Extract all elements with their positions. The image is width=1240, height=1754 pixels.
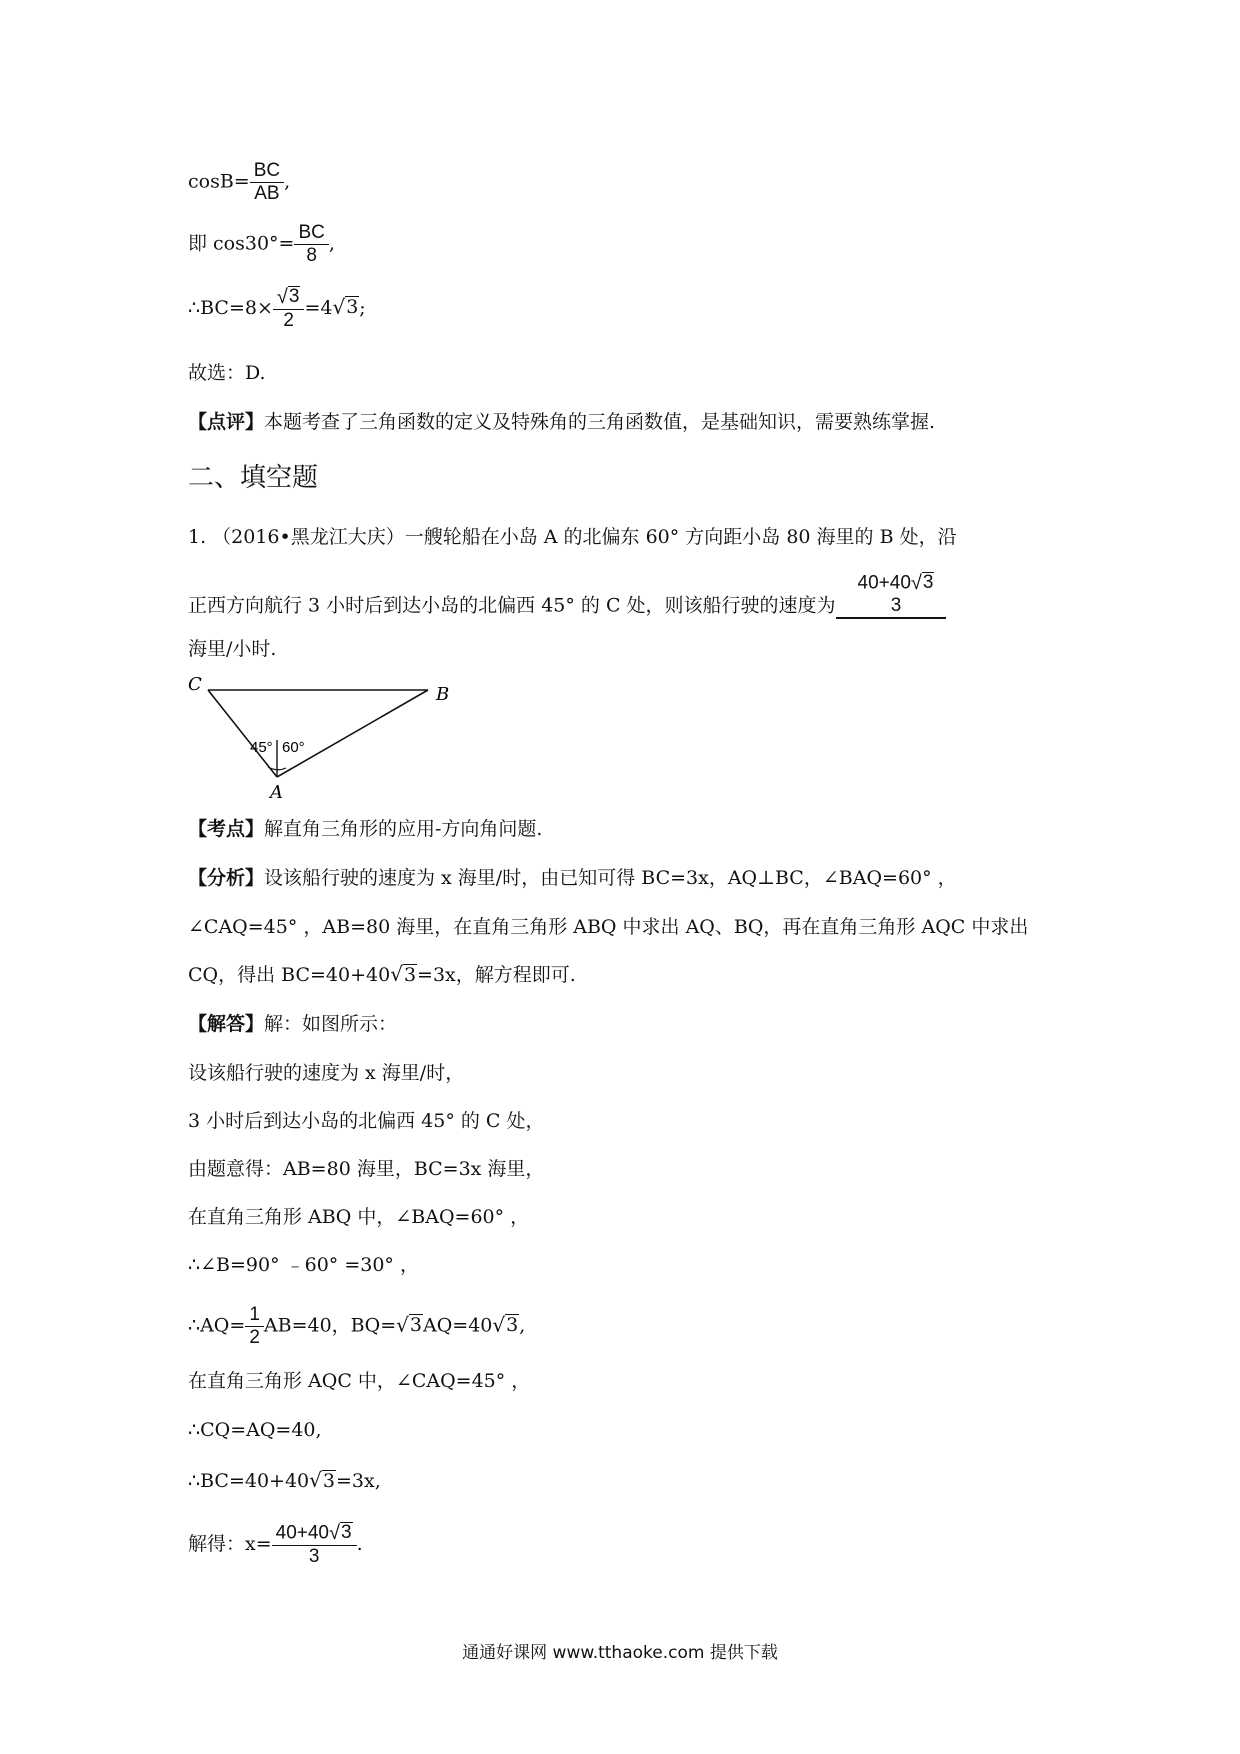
sqrt-radical: √ 3 xyxy=(910,571,934,594)
frac-denominator: 8 xyxy=(294,244,328,267)
step-text: AQ=40 xyxy=(422,1314,493,1337)
frac-numerator xyxy=(275,286,303,309)
numerator-text: 40+40 xyxy=(857,572,911,594)
cosB-lhs: cosB= xyxy=(188,170,250,193)
solution-step: 3 小时后到达小岛的北偏西 45° 的 C 处， xyxy=(188,1110,545,1132)
sqrt-radical: √ 3 xyxy=(329,1521,352,1544)
fenxi-text-1: 设该船行驶的速度为 x 海里/时，由已知可得 BC=3x，AQ⊥BC，∠BAQ=60° ， xyxy=(264,867,957,889)
frac-denominator: 2 xyxy=(245,1326,264,1349)
cos30-formula xyxy=(188,222,335,267)
frac-numerator: BC xyxy=(253,160,281,181)
answer-choice: 故选：D. xyxy=(188,362,266,384)
frac-denominator: 3 xyxy=(890,594,902,616)
bc-tail: ; xyxy=(359,296,366,319)
radicand: 3 xyxy=(322,1469,335,1492)
review-tag: 【点评】 xyxy=(188,411,265,433)
result-fraction xyxy=(274,1522,355,1568)
label-b: B xyxy=(436,684,450,705)
side-ca xyxy=(208,690,277,777)
kaodian-tag: 【考点】 xyxy=(188,818,265,840)
problem-line-2-text: 正西方向航行 3 小时后到达小岛的北偏西 45° 的 C 处，则该船行驶的速度为 xyxy=(188,594,836,617)
solution-step: 由题意得：AB=80 海里，BC=3x 海里， xyxy=(188,1158,545,1180)
fenxi-tag: 【分析】 xyxy=(188,867,265,889)
frac-denominator: 2 xyxy=(273,309,305,332)
fenxi-line-2: ∠CAQ=45° ，AB=80 海里，在直角三角形 ABQ 中求出 AQ、BQ，再在直角三角形 AQC 中求出 xyxy=(188,916,1029,938)
radicand: 3 xyxy=(506,1314,519,1336)
step-text: 解得：x= xyxy=(188,1532,272,1555)
radicand: 3 xyxy=(288,286,300,307)
frac-numerator xyxy=(274,1522,355,1545)
solution-step: ∴CQ=AQ=40, xyxy=(188,1419,322,1441)
sqrt-radical: √ 3 xyxy=(390,962,417,986)
label-c: C xyxy=(188,674,202,695)
fraction-bc-ab xyxy=(252,160,282,205)
sqrt-radical: √ 3 xyxy=(276,285,300,308)
bc-lhs: ∴BC=8× xyxy=(188,296,273,319)
jieda-text: 解：如图所示： xyxy=(264,1013,398,1035)
fenxi-line-1 xyxy=(188,865,957,891)
solution-step: 在直角三角形 AQC 中，∠CAQ=45° ， xyxy=(188,1370,531,1392)
radicand: 3 xyxy=(409,1314,422,1336)
problem-line-3: 海里/小时. xyxy=(188,638,277,660)
jieda-tag: 【解答】 xyxy=(188,1013,265,1035)
sqrt-radical: √ 3 xyxy=(396,1312,422,1337)
cos30-tail: , xyxy=(328,232,335,255)
sqrt-radical: √ 3 xyxy=(332,294,359,319)
jieda-line xyxy=(188,1011,397,1037)
step-text: , xyxy=(519,1314,526,1337)
step-text: ∴AQ= xyxy=(188,1314,246,1337)
section-heading: 二、填空题 xyxy=(188,463,319,493)
radicand: 3 xyxy=(341,1522,352,1543)
solution-step-bc xyxy=(188,1468,381,1494)
radicand: 3 xyxy=(346,296,359,319)
kaodian-line xyxy=(188,816,542,842)
numerator-text: 40+40 xyxy=(275,1522,330,1544)
fraction-bc-8 xyxy=(296,222,326,267)
step-text: ∴BC=40+40 xyxy=(188,1470,310,1492)
fenxi-text-3a: CQ，得出 BC=40+40 xyxy=(188,964,391,986)
frac-numerator xyxy=(856,572,937,595)
cosB-formula xyxy=(188,160,290,205)
review-comment xyxy=(188,409,935,435)
problem-line-2 xyxy=(188,572,946,619)
kaodian-text: 解直角三角形的应用-方向角问题. xyxy=(264,818,543,840)
triangle-figure xyxy=(180,672,470,802)
frac-denominator: 3 xyxy=(272,1545,357,1568)
frac-denominator: AB xyxy=(250,182,284,205)
fenxi-text-3b: =3x，解方程即可. xyxy=(417,964,576,986)
fraction-one-half xyxy=(247,1304,262,1349)
bc-result-formula xyxy=(188,286,366,332)
solution-step: 在直角三角形 ABQ 中，∠BAQ=60° ， xyxy=(188,1206,530,1228)
bc-mid: =4 xyxy=(304,296,333,319)
label-a: A xyxy=(270,782,283,802)
sqrt-radical: √ 3 xyxy=(492,1312,519,1337)
sqrt-radical: √ 3 xyxy=(309,1468,335,1492)
step-text: =3x, xyxy=(335,1470,381,1492)
fenxi-line-3 xyxy=(188,962,576,988)
page-footer: 通通好课网 www.tthaoke.com 提供下载 xyxy=(462,1643,778,1663)
solution-step: ∴∠B=90° ﹣60° =30° ， xyxy=(188,1254,419,1276)
angle-60-label: 60° xyxy=(282,739,305,756)
radicand: 3 xyxy=(403,963,417,986)
problem-line-1: 1. （2016•黑龙江大庆）一艘轮船在小岛 A 的北偏东 60° 方向距小岛 80 海里的 B 处，沿 xyxy=(188,526,957,548)
side-ab xyxy=(277,690,428,777)
step-text: . xyxy=(356,1532,363,1555)
frac-numerator: 1 xyxy=(249,1304,260,1325)
answer-fraction xyxy=(856,572,937,617)
cosB-tail: , xyxy=(284,170,291,193)
solution-step-aq xyxy=(188,1304,525,1349)
angle-45-label: 45° xyxy=(250,739,273,756)
cos30-lhs: 即 cos30°= xyxy=(188,232,295,255)
radicand: 3 xyxy=(922,572,934,593)
review-text: 本题考查了三角函数的定义及特殊角的三角函数值，是基础知识，需要熟练掌握. xyxy=(264,411,936,433)
answer-blank xyxy=(836,572,947,619)
frac-numerator: BC xyxy=(298,222,325,243)
fraction-root3-over-2 xyxy=(275,286,303,332)
solution-result xyxy=(188,1522,363,1568)
step-text: AB=40，BQ= xyxy=(263,1314,397,1337)
solution-step: 设该船行驶的速度为 x 海里/时， xyxy=(188,1062,465,1084)
